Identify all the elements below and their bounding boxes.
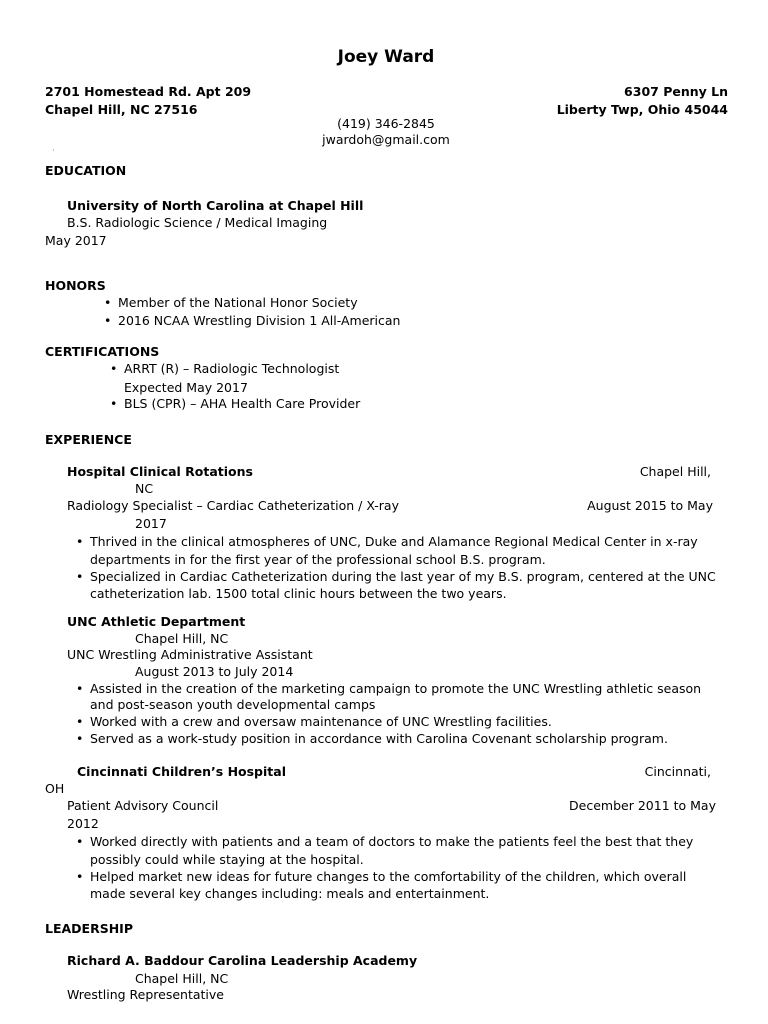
job-bullet-line: • Helped market new ideas for future changes to the comfortability of the children, which overall [90, 868, 686, 885]
job-bullet-line: departments in for the first year of the professional school B.S. program. [90, 552, 546, 567]
address-left-line2: Chapel Hill, NC 27516 [45, 102, 198, 117]
leadership-heading: LEADERSHIP [45, 921, 133, 936]
education-school: University of North Carolina at Chapel Hill [67, 198, 364, 213]
candidate-name: Joey Ward [337, 47, 435, 67]
job-location-wrap: OH [45, 781, 65, 796]
job-location: Chapel Hill, NC [135, 631, 229, 646]
education-heading: EDUCATION [45, 163, 127, 178]
job-role: Patient Advisory Council [67, 798, 219, 813]
stray-mark: · [52, 146, 55, 156]
job-date: August 2013 to July 2014 [135, 664, 294, 679]
leadership-location: Chapel Hill, NC [135, 971, 229, 986]
honor-item: • Member of the National Honor Society [118, 294, 358, 311]
certification-subtext: Expected May 2017 [124, 380, 248, 395]
address-left-line1: 2701 Homestead Rd. Apt 209 [45, 84, 252, 99]
job-bullet-line: • Worked with a crew and oversaw maintenance of UNC Wrestling facilities. [90, 713, 552, 730]
job-bullet-line: catheterization lab. 1500 total clinic hours between the two years. [90, 586, 507, 601]
job-location-wrap: NC [135, 481, 154, 496]
job-bullet-line: and post-season youth developmental camps [90, 697, 376, 712]
job-bullet-line: • Served as a work-study position in accordance with Carolina Covenant scholarship program. [90, 730, 668, 747]
experience-heading: EXPERIENCE [45, 432, 132, 447]
job-location: Chapel Hill, [639, 464, 711, 479]
certification-item: • BLS (CPR) – AHA Health Care Provider [124, 395, 360, 412]
address-right-line2: Liberty Twp, Ohio 45044 [556, 102, 728, 117]
education-date: May 2017 [45, 233, 107, 248]
job-bullet-line: • Specialized in Cardiac Catheterization during the last year of my B.S. program, centered at the UNC [90, 568, 716, 585]
job-bullet-line: made several key changes including: meals and entertainment. [90, 886, 490, 901]
job-org: Cincinnati Children’s Hospital [77, 764, 286, 779]
honor-item: • 2016 NCAA Wrestling Division 1 All-American [118, 312, 400, 329]
job-org: Hospital Clinical Rotations [67, 464, 253, 479]
contact-phone: (419) 346-2845 [337, 116, 435, 131]
job-org: UNC Athletic Department [67, 614, 246, 629]
job-bullet-line: possibly could while staying at the hospital. [90, 852, 364, 867]
leadership-role: Wrestling Representative [67, 987, 224, 1002]
job-date-wrap: 2012 [67, 816, 99, 831]
job-bullet-line: • Thrived in the clinical atmospheres of UNC, Duke and Alamance Regional Medical Center in x-ray [90, 533, 698, 550]
job-date-wrap: 2017 [135, 516, 167, 531]
education-degree: B.S. Radiologic Science / Medical Imaging [67, 215, 328, 230]
certification-item: • ARRT (R) – Radiologic Technologist [124, 360, 339, 377]
contact-email: jwardoh@gmail.com [322, 132, 450, 147]
job-location: Cincinnati, [644, 764, 711, 779]
job-bullet-line: • Assisted in the creation of the marketing campaign to promote the UNC Wrestling athletic season [90, 680, 701, 697]
certifications-heading: CERTIFICATIONS [45, 344, 160, 359]
job-bullet-line: • Worked directly with patients and a team of doctors to make the patients feel the best that they [90, 833, 693, 850]
job-role: Radiology Specialist – Cardiac Catheterization / X-ray [67, 498, 399, 513]
job-role: UNC Wrestling Administrative Assistant [67, 647, 313, 662]
job-date: December 2011 to May [569, 798, 716, 813]
job-date: August 2015 to May [587, 498, 713, 513]
address-right-line1: 6307 Penny Ln [624, 84, 728, 99]
honors-heading: HONORS [45, 278, 106, 293]
leadership-org: Richard A. Baddour Carolina Leadership Academy [67, 953, 418, 968]
